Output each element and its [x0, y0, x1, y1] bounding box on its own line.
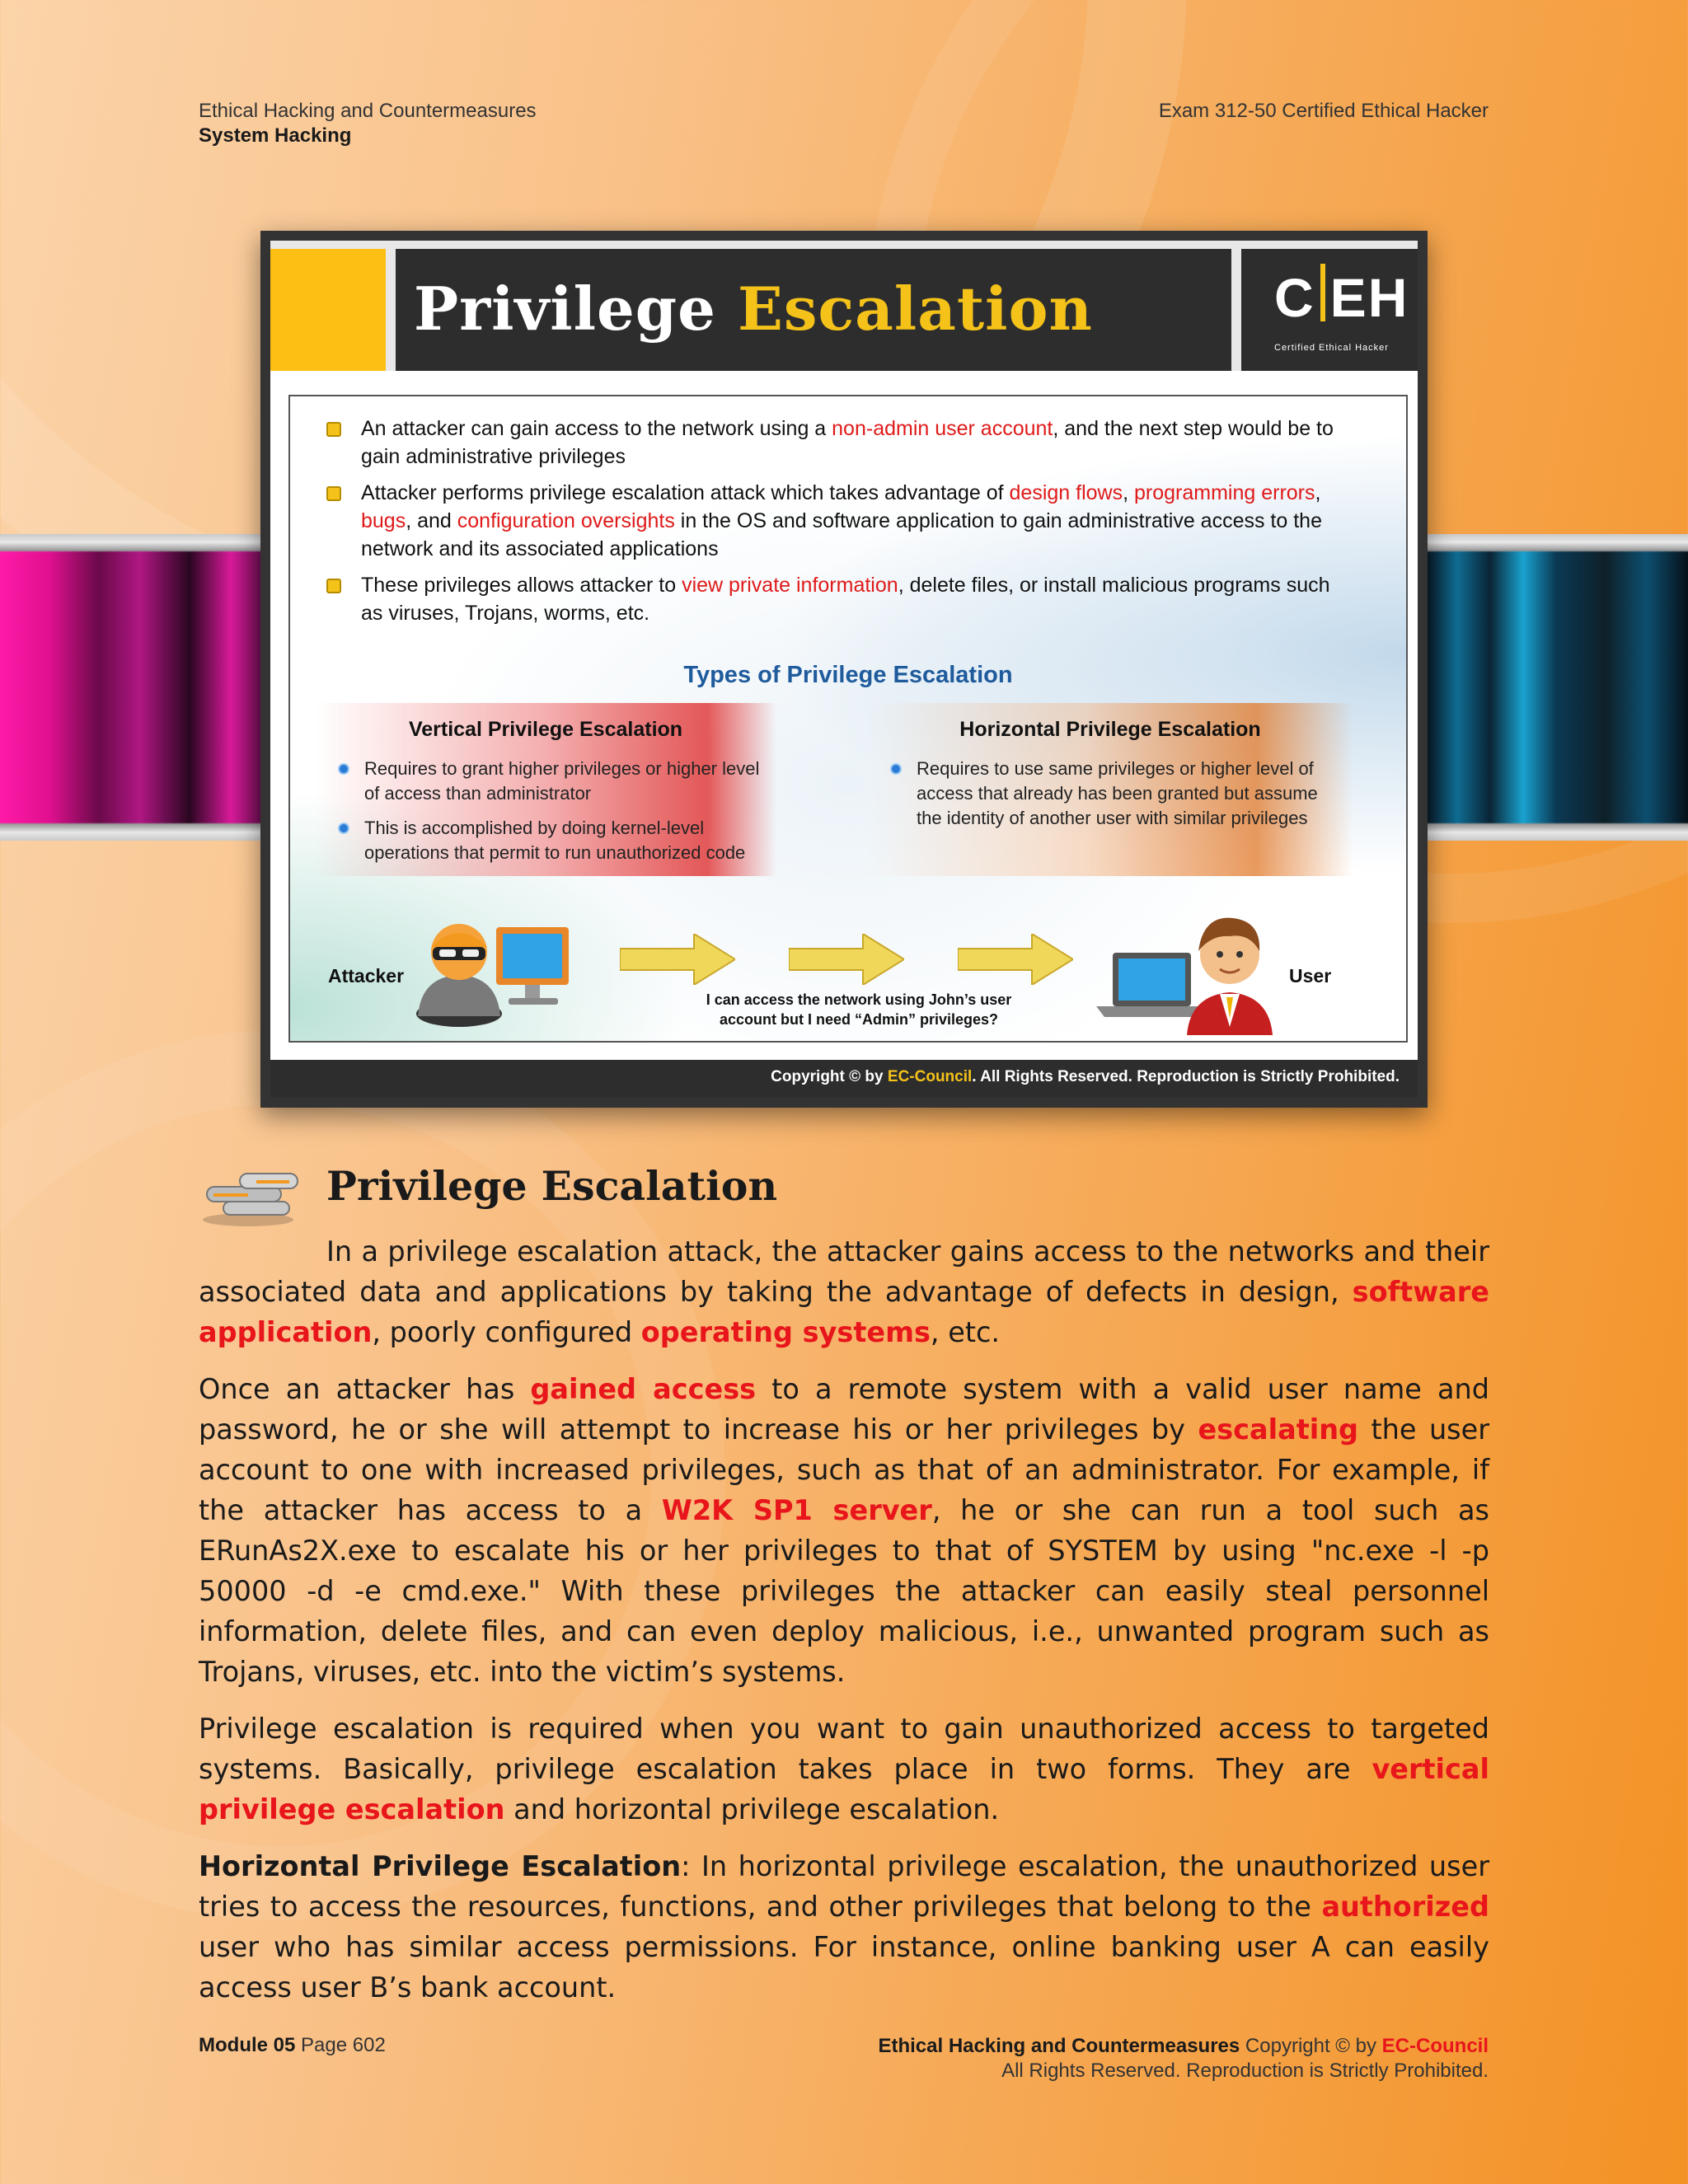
vertical-escalation-title: Vertical Privilege Escalation	[408, 718, 683, 741]
user-laptop-icon	[1088, 903, 1278, 1035]
slide-title	[414, 274, 1093, 344]
ceh-logo-mark: C EH	[1274, 264, 1409, 329]
body-paragraph: Horizontal Privilege Escalation: In horizontal privilege escalation, the unauthorized user tries to access the resources, functions, and other privileges that belong to the authorized user who has similar access permissions. For instance, online banking user A can easily access user B’s bank account.	[199, 1850, 1489, 2004]
slide-title-bar	[270, 241, 1418, 371]
bullet-dot-icon	[338, 823, 349, 834]
attacker-computer-icon	[410, 911, 574, 1030]
section-body	[199, 1231, 1489, 2024]
slide-title-box	[396, 249, 1231, 371]
vertical-escalation-panel	[315, 703, 776, 876]
bullet-square-icon	[326, 579, 341, 593]
slide-bullet: Attacker performs privilege escalation attack which takes advantage of design flows, programming errors, bugs, and configuration oversights in the OS and software application to gain administrative access to the network and its associated applications	[323, 479, 1353, 563]
vertical-escalation-item: Requires to grant higher privileges or higher level of access than administrator	[331, 757, 760, 806]
slide-content-frame	[288, 395, 1408, 1043]
ceh-logo-subtitle: Certified Ethical Hacker	[1274, 343, 1389, 353]
slide-image	[260, 231, 1428, 1108]
decorative-band-left	[0, 534, 272, 841]
slide-title-part2: Escalation	[738, 274, 1093, 344]
diagram-caption: I can access the network using John’s user account but I need “Admin” privileges?	[706, 991, 1012, 1028]
types-heading: Types of Privilege Escalation	[683, 662, 1013, 688]
section-title: Privilege Escalation	[326, 1162, 778, 1210]
header-module-title: System Hacking	[199, 124, 352, 147]
slide-body	[270, 241, 1418, 1098]
slide-bullet-list	[323, 415, 1353, 635]
body-paragraph: Once an attacker has gained access to a remote system with a valid user name and password, he or she will attempt to increase his or her privileges by escalating the user account to one with increased privileges, such as that of an administrator. For example, if the attacker has access to a W2K SP1 server, he or she can run a tool such as ERunAs2X.exe to escalate his or her privileges to that of SYSTEM by using "nc.exe -l -p 50000 -d -e cmd.exe." With these privileges the attacker can easily steal personnel information, delete files, and can even deploy malicious, i.e., unwanted program such as Trojans, viruses, etc. into the victim’s systems.	[199, 1373, 1490, 1688]
attacker-label: Attacker	[328, 965, 405, 987]
flow-arrow-icon	[789, 934, 904, 985]
page-footer-right: Ethical Hacking and Countermeasures Copyright © by EC-Council All Rights Reserved. Reproduction is Strictly Prohibited.	[878, 2035, 1489, 2082]
slide-bullet: These privileges allows attacker to view private information, delete files, or install malicious programs such as viruses, Trojans, worms, etc.	[323, 571, 1353, 627]
bullet-dot-icon	[338, 763, 349, 775]
header-exam-title: Exam 312-50 Certified Ethical Hacker	[1158, 100, 1489, 122]
body-paragraph: In a privilege escalation attack, the attacker gains access to the networks and their associated data and applications by taking the advantage of defects in design, software application, poorly configured operating systems, etc.	[199, 1235, 1489, 1348]
vertical-escalation-item: This is accomplished by doing kernel-level operations that permit to run unauthorized code	[331, 816, 760, 865]
bullet-square-icon	[326, 422, 341, 437]
horizontal-escalation-title: Horizontal Privilege Escalation	[959, 718, 1261, 741]
slide-bullet: An attacker can gain access to the network using a non-admin user account, and the next step would be to gain administrative privileges	[323, 415, 1353, 471]
page-header-left	[199, 99, 537, 148]
flow-arrow-icon	[958, 934, 1073, 985]
header-course-title: Ethical Hacking and Countermeasures	[199, 100, 537, 122]
slide-copyright: Copyright © by EC-Council. All Rights Reserved. Reproduction is Strictly Prohibited.	[771, 1068, 1400, 1085]
user-label: User	[1289, 965, 1332, 987]
flow-arrow-icon	[620, 934, 735, 985]
title-accent-block	[270, 249, 386, 371]
slide-footer	[270, 1060, 1418, 1098]
body-paragraph: Privilege escalation is required when you want to gain unauthorized access to targeted systems. Basically, privilege escalation takes place in two forms. They are vertical privilege escalation and horizontal privilege escalation.	[199, 1713, 1489, 1825]
horizontal-escalation-item: Requires to use same privileges or higher level of access that already has been granted but assume the identity of another user with similar privileges	[884, 757, 1337, 831]
ceh-logo	[1241, 249, 1418, 371]
section-icon	[199, 1162, 309, 1228]
slide-title-part1: Privilege	[414, 274, 716, 344]
bullet-square-icon	[326, 486, 341, 501]
decorative-band-right	[1424, 534, 1688, 841]
bullet-dot-icon	[890, 763, 902, 775]
horizontal-escalation-panel	[867, 703, 1353, 876]
page-footer-left: Module 05 Page 602	[199, 2034, 386, 2056]
